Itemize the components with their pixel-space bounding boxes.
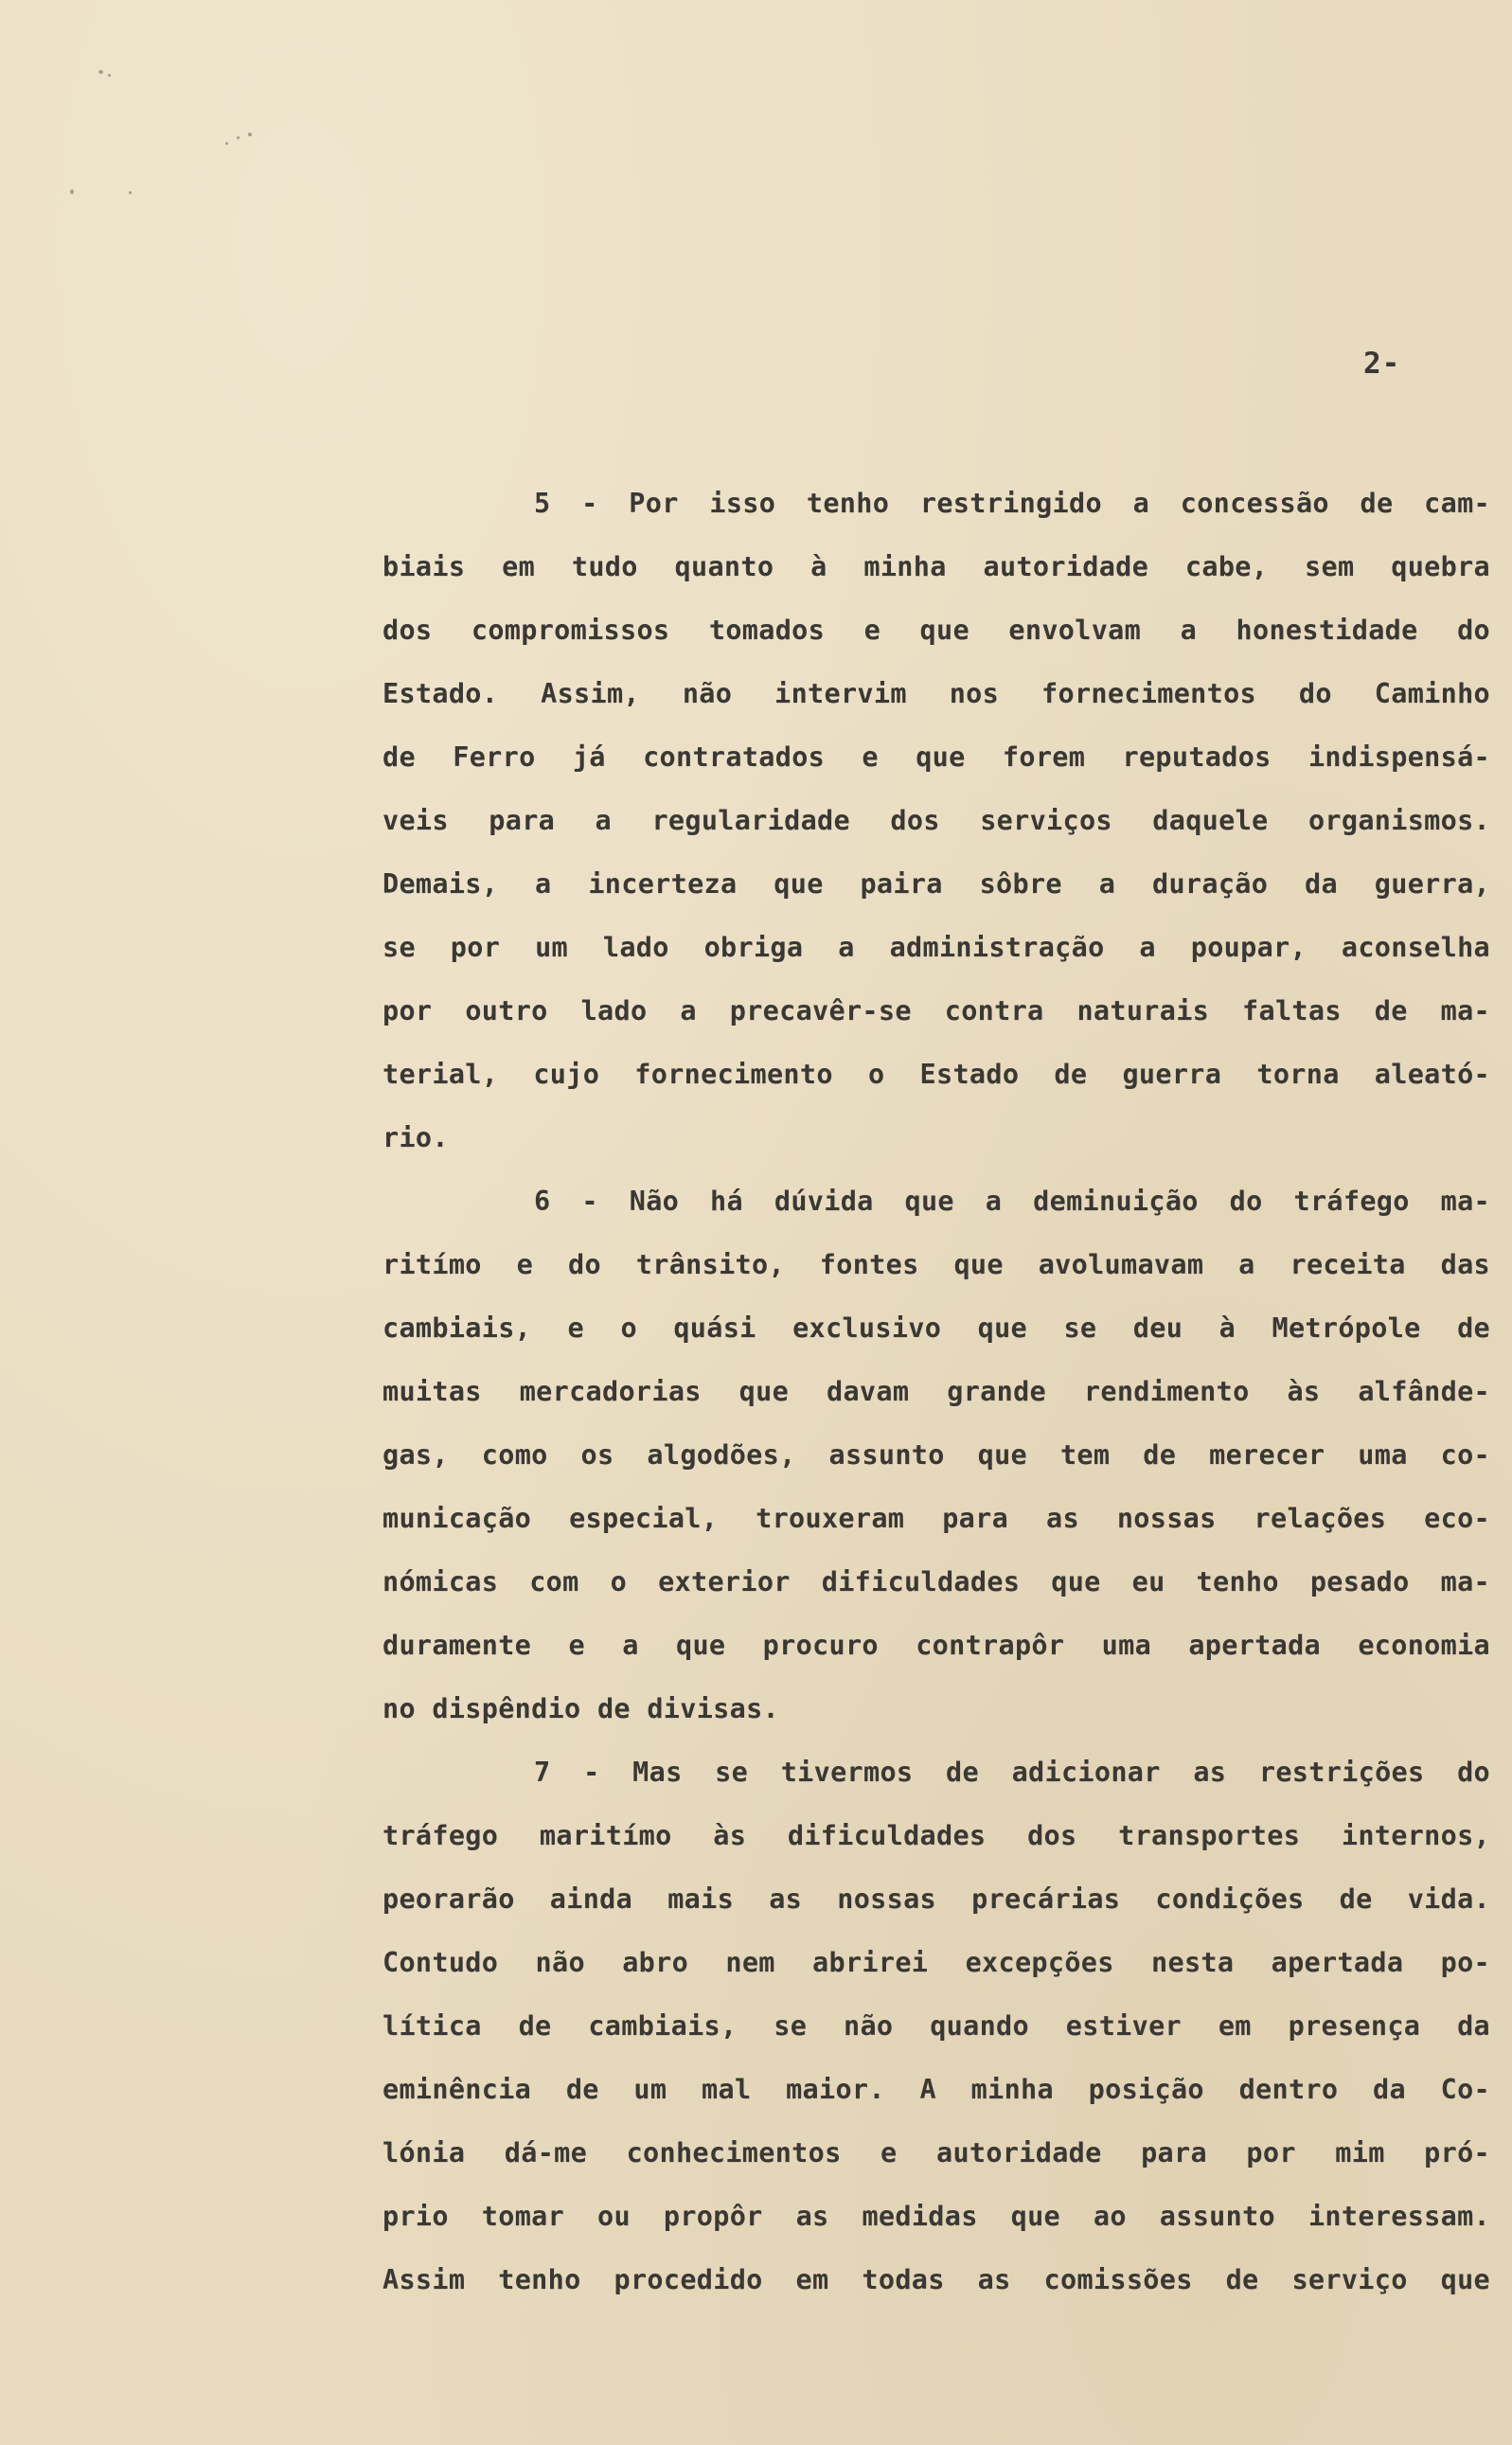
text-line: se por um lado obriga a administração a poupar, aconselha: [382, 932, 1490, 963]
text-line: rio.: [382, 1122, 449, 1153]
page-number: 2-: [1363, 347, 1401, 381]
text-line: 5 - Por isso tenho restringido a concessão de cam-: [534, 488, 1490, 519]
paper-speck: [108, 74, 111, 77]
text-line: Assim tenho procedido em todas as comissões de serviço que: [382, 2264, 1490, 2295]
text-line: por outro lado a precavêr-se contra naturais faltas de ma-: [382, 995, 1490, 1026]
text-line: Contudo não abro nem abrirei excepções nesta apertada po-: [382, 1947, 1490, 1978]
paper-speck: [129, 191, 132, 194]
text-line: 6 - Não há dúvida que a deminuição do tráfego ma-: [534, 1186, 1490, 1217]
text-line: Estado. Assim, não intervim nos fornecimentos do Caminho: [382, 678, 1490, 709]
text-line: veis para a regularidade dos serviços daquele organismos.: [382, 805, 1490, 836]
text-line: de Ferro já contratados e que forem reputados indispensá-: [382, 741, 1490, 773]
text-line: ritímo e do trânsito, fontes que avolumavam a receita das: [382, 1249, 1490, 1280]
text-line: lónia dá-me conhecimentos e autoridade para por mim pró-: [382, 2137, 1490, 2168]
text-line: dos compromissos tomados e que envolvam a honestidade do: [382, 615, 1490, 646]
text-line: Demais, a incerteza que paira sôbre a duração da guerra,: [382, 868, 1490, 900]
text-line: prio tomar ou propôr as medidas que ao assunto interessam.: [382, 2201, 1490, 2232]
text-line: peorarão ainda mais as nossas precárias condições de vida.: [382, 1883, 1490, 1915]
paper-speck: [248, 133, 252, 136]
text-line: lítica de cambiais, se não quando estiver em presença da: [382, 2010, 1490, 2042]
text-line: nómicas com o exterior dificuldades que eu tenho pesado ma-: [382, 1566, 1490, 1597]
paper-speck: [98, 70, 103, 74]
document-body: [382, 472, 1490, 2311]
text-line: terial, cujo fornecimento o Estado de guerra torna aleató-: [382, 1059, 1490, 1090]
text-line: no dispêndio de divisas.: [382, 1693, 780, 1724]
text-line: cambiais, e o quási exclusivo que se deu à Metrópole de: [382, 1312, 1490, 1344]
text-line: tráfego maritímo às dificuldades dos transportes internos,: [382, 1820, 1490, 1851]
text-line: duramente e a que procuro contrapôr uma apertada economia: [382, 1630, 1490, 1661]
text-line: muitas mercadorias que davam grande rendimento às alfânde-: [382, 1376, 1490, 1407]
text-line: biais em tudo quanto à minha autoridade cabe, sem quebra: [382, 551, 1490, 582]
paper-speck: [237, 136, 240, 139]
text-line: gas, como os algodões, assunto que tem de merecer uma co-: [382, 1439, 1490, 1471]
paper-speck: [225, 142, 228, 145]
paper-speck: [70, 189, 74, 194]
text-line: eminência de um mal maior. A minha posição dentro da Co-: [382, 2074, 1490, 2105]
text-line: municação especial, trouxeram para as nossas relações eco-: [382, 1503, 1490, 1534]
text-line: 7 - Mas se tivermos de adicionar as restrições do: [534, 1757, 1490, 1788]
